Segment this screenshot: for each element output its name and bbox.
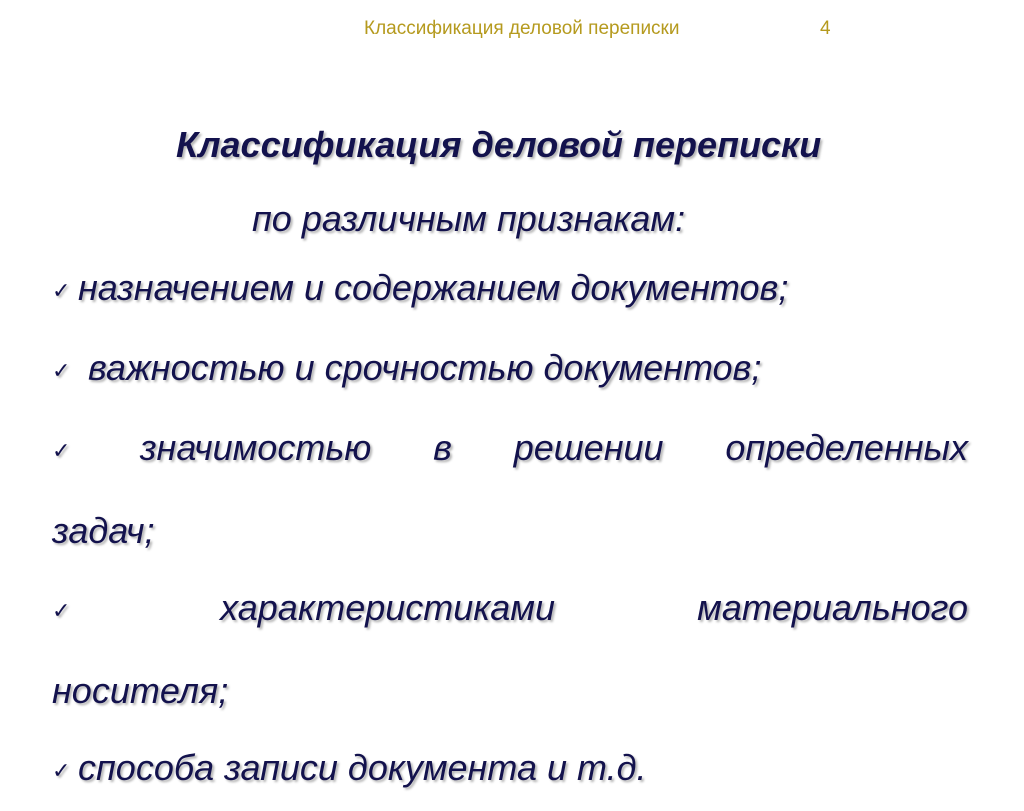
list-item-text: назначением и содержанием документов; bbox=[78, 267, 789, 308]
check-icon: ✓ bbox=[52, 438, 71, 463]
list-item-line bbox=[52, 568, 968, 651]
list-item-text: способа записи документа и т.д. bbox=[78, 747, 647, 788]
page-number: 4 bbox=[820, 18, 831, 39]
check-icon: ✓ bbox=[52, 358, 71, 383]
list-item bbox=[52, 328, 968, 411]
slide-header bbox=[364, 18, 831, 40]
list-item bbox=[52, 248, 968, 331]
list-item bbox=[52, 728, 968, 811]
check-icon: ✓ bbox=[52, 598, 71, 623]
check-icon: ✓ bbox=[52, 278, 71, 303]
check-icon: ✓ bbox=[52, 758, 71, 783]
list-item-line bbox=[52, 408, 968, 491]
list-item-continuation: задач; bbox=[52, 510, 155, 551]
list-item-text: характеристиками материального bbox=[78, 587, 968, 628]
list-item bbox=[52, 408, 968, 571]
list-item-continuation: носителя; bbox=[52, 670, 229, 711]
list-item-text: значимостью в решении определенных bbox=[78, 427, 968, 468]
list-item bbox=[52, 568, 968, 731]
list-item-text: важностью и срочностью документов; bbox=[78, 347, 762, 388]
slide-subtitle: по различным признакам: bbox=[252, 198, 686, 239]
slide-title: Классификация деловой переписки bbox=[176, 124, 822, 165]
header-title: Классификация деловой переписки bbox=[364, 18, 680, 39]
